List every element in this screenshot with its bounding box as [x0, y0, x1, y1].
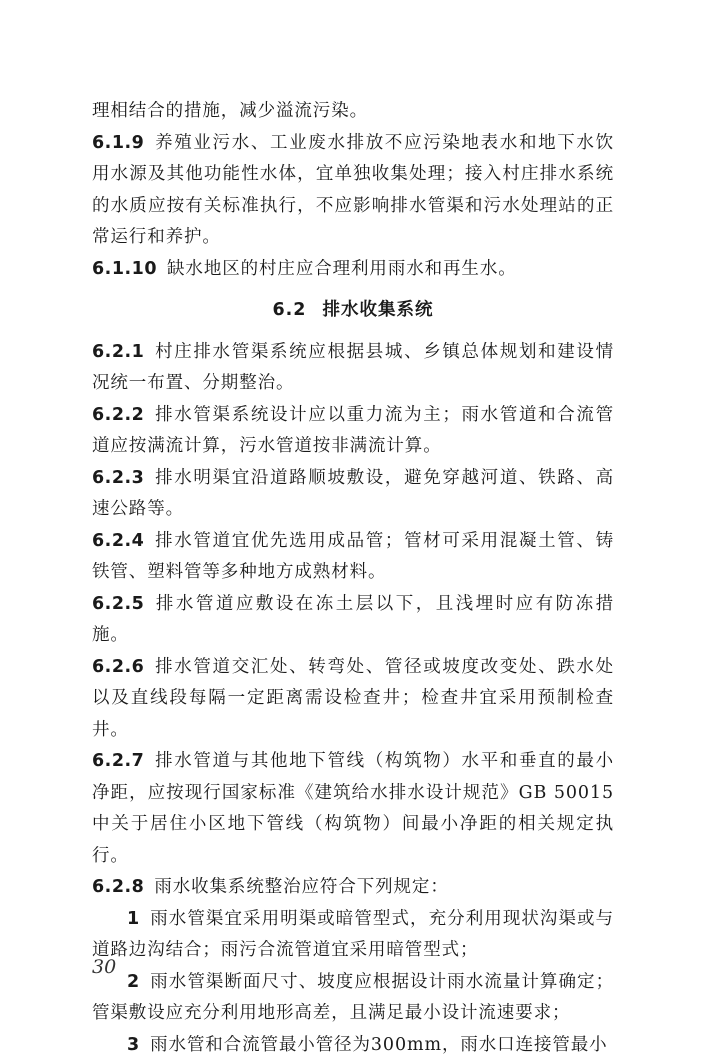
clause-6-1-10: [92, 254, 614, 286]
list-item: [92, 967, 614, 1030]
clause-text: 排水管道宜优先选用成品管；管材可采用混凝土管、铸铁管、塑料管等多种地方成熟材料。: [92, 531, 614, 583]
clause-6-2-1: [92, 337, 614, 400]
clause-number: 6.2.1: [92, 342, 144, 362]
clause-number: 6.2.6: [92, 657, 144, 677]
clause-6-2-6: [92, 652, 614, 747]
clause-6-2-5: [92, 589, 614, 652]
clause-text: 缺水地区的村庄应合理利用雨水和再生水。: [167, 259, 517, 279]
clause-number: 6.2.4: [92, 531, 144, 551]
clause-6-2-4: [92, 526, 614, 589]
clause-number: 6.2.5: [92, 594, 144, 614]
clause-text: 排水管渠系统设计应以重力流为主；雨水管道和合流管道应按满流计算，污水管道按非满流计算。: [92, 405, 614, 457]
section-number: 6.2: [272, 300, 306, 320]
list-item: [92, 1030, 614, 1061]
clause-text: 雨水收集系统整治应符合下列规定：: [154, 877, 448, 897]
clause-6-2-7: [92, 746, 614, 872]
clause-number: 6.2.2: [92, 405, 144, 425]
clause-number: 6.1.9: [92, 133, 144, 153]
item-text: 雨水管渠断面尺寸、坡度应根据设计雨水流量计算确定；管渠敷设应充分利用地形高差，且满足最小设计流速要求；: [92, 972, 614, 1024]
clause-6-2-3: [92, 463, 614, 526]
item-text: 雨水管和合流管最小管径为300mm，雨水口连接管最小: [150, 1035, 608, 1055]
list-item: [92, 904, 614, 967]
clause-text: 排水管道交汇处、转弯处、管径或坡度改变处、跌水处以及直线段每隔一定距离需设检查井；检查井宜采用预制检查井。: [92, 657, 614, 740]
continuation-text: 理相结合的措施，减少溢流污染。: [92, 96, 614, 128]
clause-number: 6.2.7: [92, 751, 144, 771]
clause-text: 排水管道应敷设在冻土层以下，且浅埋时应有防冻措施。: [92, 594, 614, 646]
clause-number: 6.1.10: [92, 259, 157, 279]
clause-6-2-2: [92, 400, 614, 463]
clause-number: 6.2.8: [92, 877, 144, 897]
item-text: 雨水管渠宜采用明渠或暗管型式，充分利用现状沟渠或与道路边沟结合；雨污合流管道宜采用暗管型式；: [92, 909, 614, 961]
clause-text: 村庄排水管渠系统应根据县城、乡镇总体规划和建设情况统一布置、分期整治。: [92, 342, 614, 394]
page-number: 30: [92, 956, 116, 978]
section-heading: [92, 295, 614, 327]
clause-text: 养殖业污水、工业废水排放不应污染地表水和地下水饮用水源及其他功能性水体，宜单独收集处理；接入村庄排水系统的水质应按有关标准执行，不应影响排水管渠和污水处理站的正常运行和养护。: [92, 133, 614, 248]
document-body: [92, 96, 614, 1061]
item-number: 2: [127, 972, 140, 992]
clause-6-2-8: [92, 872, 614, 904]
clause-number: 6.2.3: [92, 468, 144, 488]
clause-text: 排水明渠宜沿道路顺坡敷设，避免穿越河道、铁路、高速公路等。: [92, 468, 614, 520]
clause-6-1-9: [92, 128, 614, 254]
section-title-text: 排水收集系统: [323, 300, 434, 320]
item-number: 3: [127, 1035, 140, 1055]
item-number: 1: [127, 909, 140, 929]
clause-text: 排水管道与其他地下管线（构筑物）水平和垂直的最小净距，应按现行国家标准《建筑给水排水设计规范》GB 50015中关于居住小区地下管线（构筑物）间最小净距的相关规定执行。: [92, 751, 614, 866]
